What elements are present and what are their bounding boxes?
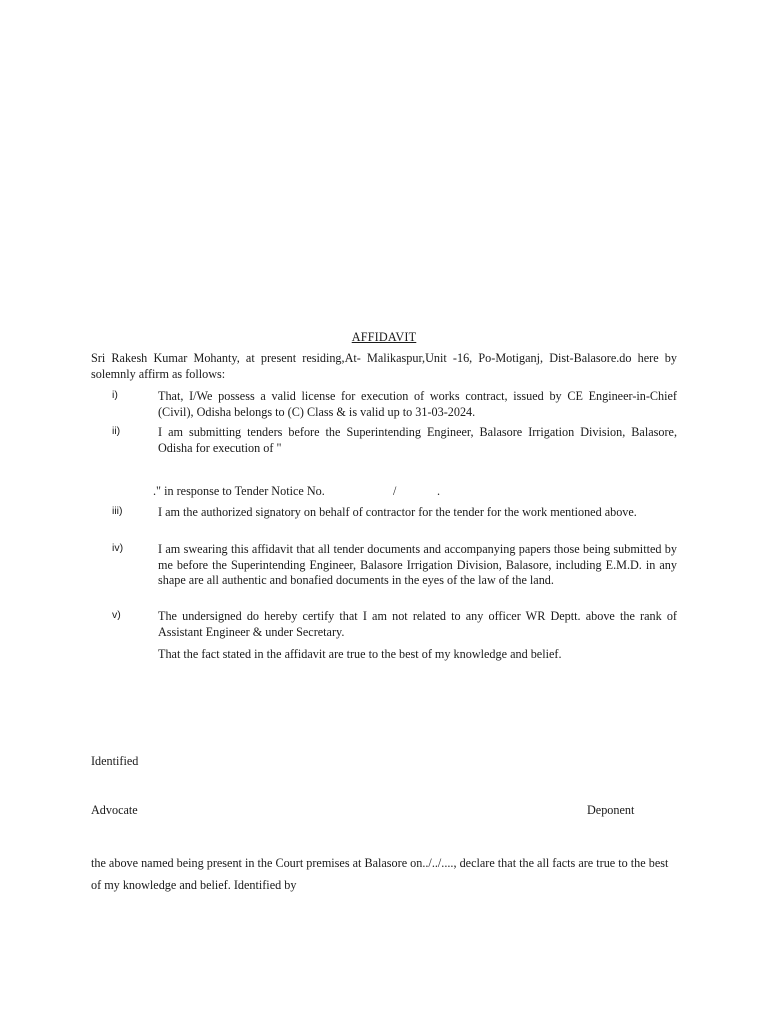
closing-paragraph: the above named being present in the Court premises at Balasore on../../...., declare that the all facts are true to the best of my knowledge and belief. Identified by (91, 856, 669, 892)
identified-label: Identified (91, 754, 139, 768)
list-item-number: v) (112, 609, 121, 621)
intro-paragraph: Sri Rakesh Kumar Mohanty, at present residing,At- Malikaspur,Unit -16, Po-Motiganj, Dist-Balasore.do here by solemnly affirm as follows: (91, 351, 677, 381)
list-item-number: ii) (112, 425, 121, 437)
document-title: AFFIDAVIT (351, 330, 417, 344)
list-item-text: I am the authorized signatory on behalf of contractor for the tender for the work mentioned above. (158, 505, 637, 519)
tender-notice-dot: . (437, 484, 441, 498)
tender-notice-line: ." in response to Tender Notice No. (153, 484, 325, 498)
list-item-number: iv) (112, 542, 124, 554)
list-item-text: I am submitting tenders before the Superintending Engineer, Balasore Irrigation Division, Balasore, Odisha for execution of " (158, 425, 677, 455)
deponent-label: Deponent (587, 803, 635, 817)
advocate-label: Advocate (91, 803, 138, 817)
list-item-text: The undersigned do hereby certify that I am not related to any officer WR Deptt. above the rank of Assistant Engineer & under Secretary. (158, 609, 677, 639)
list-item-text: I am swearing this affidavit that all tender documents and accompanying papers those being submitted by me before the Superintending Engineer, Balasore Irrigation Division, Balasore, including E.M.D. in any shape are all authentic and bonafied documents in the eyes of the law of the land. (158, 542, 677, 587)
list-item-number: i) (112, 389, 118, 401)
fact-statement: That the fact stated in the affidavit are true to the best of my knowledge and belief. (158, 647, 562, 661)
list-item-number: iii) (112, 505, 123, 517)
tender-notice-slash: / (393, 484, 397, 498)
list-item-text: That, I/We possess a valid license for execution of works contract, issued by CE Engineer-in-Chief (Civil), Odisha belongs to (C) Class & is valid up to 31-03-2024. (158, 389, 677, 419)
